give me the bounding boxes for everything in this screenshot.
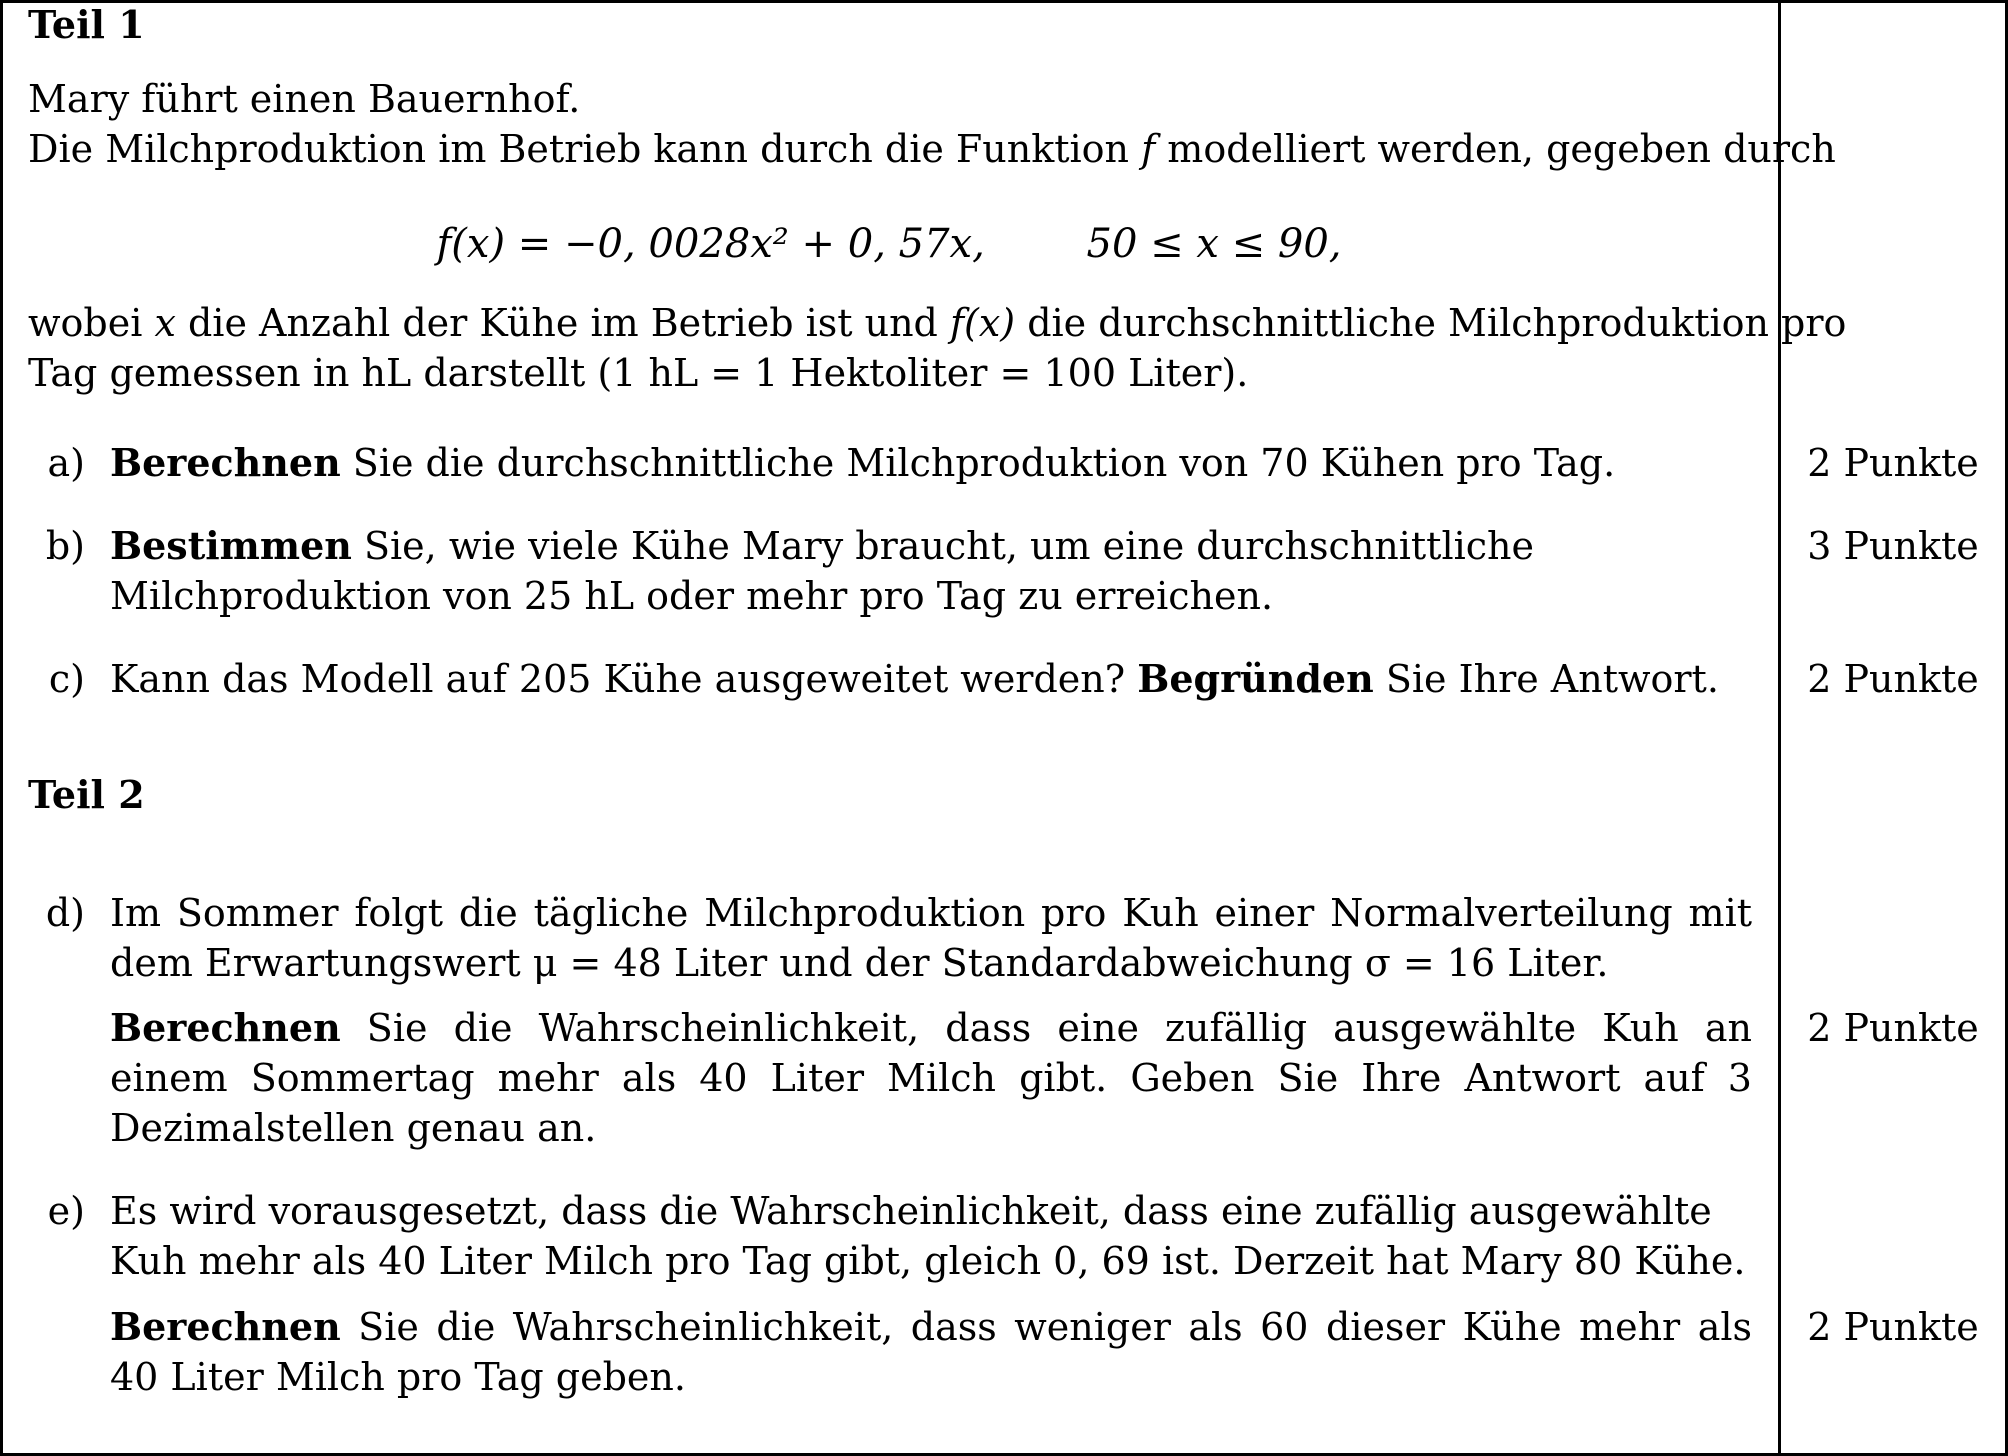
question-a-text: [110, 438, 1752, 488]
question-c-verb: Begründen: [1137, 656, 1374, 701]
function-name: f: [1141, 127, 1156, 171]
question-b-points: 3 Punkte: [1807, 524, 1979, 568]
function-formula: f(x) = −0, 0028x² + 0, 57x, 50 ≤ x ≤ 90,: [436, 221, 1342, 267]
question-d-points: 2 Punkte: [1807, 1006, 1979, 1050]
question-c-points: 2 Punkte: [1807, 657, 1979, 701]
question-c-body-end: Sie Ihre Antwort.: [1373, 657, 1719, 701]
intro-text: Die Milchproduktion im Betrieb kann durch die Funktion: [28, 127, 1142, 171]
question-c-body: Kann das Modell auf 205 Kühe ausgeweitet werden?: [110, 657, 1138, 701]
part2-heading: Teil 2: [28, 772, 145, 817]
part1-heading: Teil 1: [28, 2, 145, 47]
desc-text-end: die durchschnittliche Milchproduktion pro: [1015, 301, 1847, 345]
question-d-label: d): [45, 891, 85, 935]
intro-text-end: modelliert werden, gegeben durch: [1155, 127, 1836, 171]
description-line-1: [28, 298, 1846, 348]
description-line-2: Tag gemessen in hL darstellt (1 hL = 1 Hektoliter = 100 Liter).: [28, 351, 1249, 395]
question-c-label: c): [48, 657, 85, 701]
intro-line-1: Mary führt einen Bauernhof.: [28, 77, 581, 121]
intro-line-2: [28, 124, 1836, 174]
desc-text: wobei: [28, 301, 155, 345]
question-a-points: 2 Punkte: [1807, 441, 1979, 485]
question-d-context: Im Sommer folgt die tägliche Milchproduktion pro Kuh einer Normalverteilung mit dem Erwartungswert μ = 48 Liter und der Standardabweichung σ = 16 Liter.: [110, 891, 1752, 985]
question-e-label: e): [47, 1189, 85, 1233]
desc-text-mid: die Anzahl der Kühe im Betrieb ist und: [175, 301, 950, 345]
points-column-divider: [1778, 0, 1781, 1456]
question-d-verb: Berechnen: [110, 1005, 341, 1050]
question-b-text: [110, 521, 1760, 621]
question-a-verb: Berechnen: [110, 440, 341, 485]
question-a-body: Sie die durchschnittliche Milchproduktion von 70 Kühen pro Tag.: [340, 441, 1616, 485]
question-e-points: 2 Punkte: [1807, 1305, 1979, 1349]
question-e-verb: Berechnen: [110, 1304, 341, 1349]
question-b-verb: Bestimmen: [110, 523, 352, 568]
question-b-label: b): [45, 524, 85, 568]
question-e-task: [110, 1302, 1752, 1402]
question-b-body: Sie, wie viele Kühe Mary braucht, um eine durchschnittliche Milchproduktion von 25 hL oder mehr pro Tag zu erreichen.: [110, 524, 1535, 618]
question-d-task: [110, 1003, 1752, 1153]
question-e-context: Es wird vorausgesetzt, dass die Wahrscheinlichkeit, dass eine zufällig ausgewählte Kuh mehr als 40 Liter Milch pro Tag gibt, gleich 0, 69 ist. Derzeit hat Mary 80 Kühe.: [110, 1189, 1746, 1283]
question-c-text: [110, 654, 1752, 704]
variable-x: x: [154, 301, 176, 345]
question-a-label: a): [47, 441, 85, 485]
question-e-body: Sie die Wahrscheinlichkeit, dass weniger als 60 dieser Kühe mehr als 40 Liter Milch pro Tag geben.: [110, 1305, 1752, 1399]
variable-fx: f(x): [949, 301, 1016, 345]
question-d-body: Sie die Wahrscheinlichkeit, dass eine zufällig ausgewählte Kuh an einem Sommertag mehr als 40 Liter Milch gibt. Geben Sie Ihre Antwort auf 3 Dezimalstellen genau an.: [110, 1006, 1752, 1150]
